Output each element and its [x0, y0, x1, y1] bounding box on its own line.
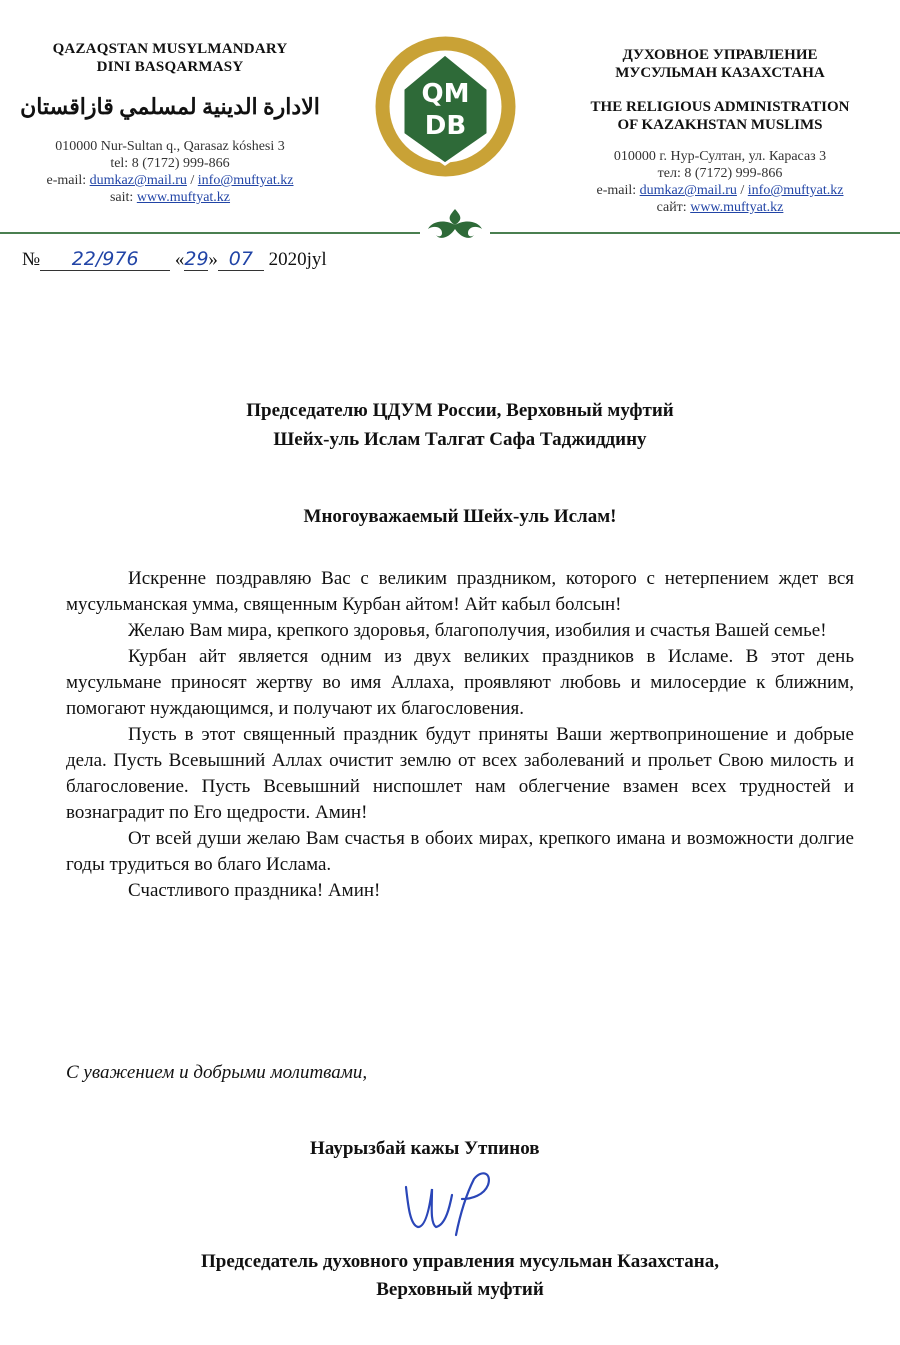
email-line-kz: e-mail: dumkaz@mail.ru / info@muftyat.kz [46, 173, 294, 188]
site-line-kz: sait: www.muftyat.kz [109, 190, 231, 205]
site-line-ru: сайт: www.muftyat.kz [656, 200, 784, 215]
ornament-icon [420, 205, 490, 241]
paragraph: Курбан айт является одним из двух великих праздников в Исламе. В этот день мусульмане приносят жертву во имя Аллаха, проявляют любовь и милосердие к ближним, помогают нуждающимся, и получают их благословения. [66, 646, 854, 719]
paragraph: Счастливого праздника! Амин! [128, 880, 381, 901]
org-name-en-line1: THE RELIGIOUS ADMINISTRATION [590, 99, 850, 115]
tel-kz: tel: 8 (7172) 999-866 [110, 156, 230, 171]
greeting: Многоуважаемый Шейх-уль Ислам! [303, 506, 617, 527]
letter-body [66, 566, 854, 904]
header-left [0, 40, 340, 206]
position-line1: Председатель духовного управления мусульман Казахстана, [201, 1251, 719, 1272]
org-name-arabic: الادارة الدينية لمسلمي قازاقستان [20, 94, 320, 119]
email-link-1[interactable]: dumkaz@mail.ru [89, 173, 187, 188]
paragraph: Пусть в этот священный праздник будут приняты Ваши жертвоприношение и добрые дела. Пусть Всевышний Аллах очистит землю от всех заболеваний и прольет Свою милость и благословение. Пусть Всевышний ниспошлет нам облегчение взамен всех трудностей и вознаградит по Его щедрости. Амин! [66, 724, 854, 823]
signer-position [0, 1248, 900, 1304]
registration-line: № 22/976 «29» 07 2020jyl [22, 248, 327, 270]
addressee [0, 396, 900, 454]
website-link-ru[interactable]: www.muftyat.kz [690, 200, 784, 215]
tel-ru: тел: 8 (7172) 999-866 [657, 166, 783, 181]
logo-text-bottom: DB [424, 111, 467, 141]
registration-number: 22/976 [40, 248, 170, 271]
date-month: 07 [218, 248, 264, 271]
org-name-en-line2: OF KAZAKHSTAN MUSLIMS [617, 117, 823, 133]
date-year: 2020 [268, 249, 307, 270]
org-name-en [540, 98, 900, 134]
email-link-ru-1[interactable]: dumkaz@mail.ru [639, 183, 737, 198]
paragraph: Искренне поздравляю Вас с великим праздником, которого с нетерпением ждет вся мусульманская умма, священным Курбан айтом! Айт кабыл болсын! [66, 568, 854, 615]
year-suffix: jyl [306, 249, 327, 270]
org-name-ru-line2: МУСУЛЬМАН КАЗАХСТАНА [615, 65, 825, 81]
address-kz: 010000 Nur-Sultan q., Qarasaz kóshesi 3 [55, 139, 285, 154]
org-name-ru-line1: ДУХОВНОЕ УПРАВЛЕНИЕ [622, 47, 818, 63]
closing-regards: С уважением и добрыми молитвами, [66, 1062, 368, 1083]
handwritten-signature [396, 1165, 496, 1245]
email-line-ru: e-mail: dumkaz@mail.ru / info@muftyat.kz [596, 183, 844, 198]
header-right [540, 46, 900, 216]
position-line2: Верховный муфтий [376, 1279, 544, 1300]
qmdb-logo [373, 34, 518, 179]
website-link[interactable]: www.muftyat.kz [136, 190, 231, 205]
addressee-line1: Председателю ЦДУМ России, Верховный муфтий [246, 400, 674, 421]
org-name-kz-line1: QAZAQSTAN MUSYLMANDARY [52, 41, 288, 57]
signer-name: Наурызбай кажы Утпинов [310, 1138, 540, 1159]
email-link-ru-2[interactable]: info@muftyat.kz [747, 183, 844, 198]
org-name-kz [0, 40, 340, 76]
date-day: 29 [184, 248, 209, 270]
org-name-kz-line2: DINI BASQARMASY [96, 59, 244, 75]
paragraph: Желаю Вам мира, крепкого здоровья, благополучия, изобилия и счастья Вашей семье! [128, 620, 827, 641]
address-ru: 010000 г. Нур-Султан, ул. Карасаз 3 [613, 149, 827, 164]
number-label: № [22, 249, 41, 270]
org-name-ru [540, 46, 900, 82]
paragraph: От всей души желаю Вам счастья в обоих мирах, крепкого имана и возможности долгие годы трудиться во благо Ислама. [66, 828, 854, 875]
email-link-2[interactable]: info@muftyat.kz [197, 173, 294, 188]
addressee-line2: Шейх-уль Ислам Талгат Сафа Таджиддину [273, 429, 647, 450]
logo-text-top: QM [421, 79, 470, 109]
